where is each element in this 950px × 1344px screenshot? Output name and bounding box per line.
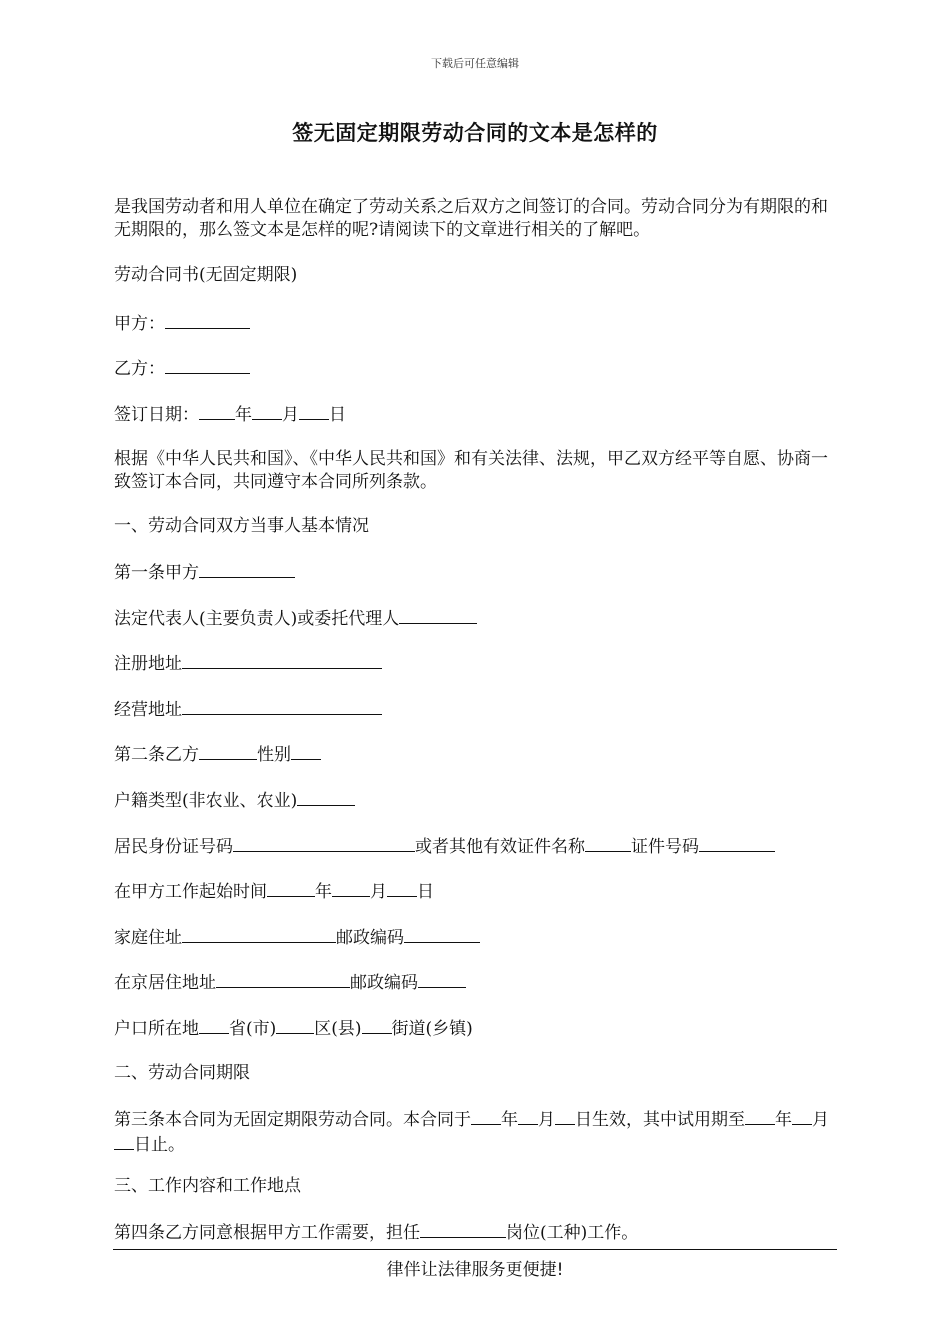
paragraph-text: 甲方： <box>114 314 165 334</box>
fill-in-blank <box>332 879 370 897</box>
paragraph <box>114 697 834 722</box>
paragraph-text: 年 <box>315 882 332 902</box>
fill-in-blank <box>518 1107 538 1125</box>
fill-in-blank <box>387 879 417 897</box>
paragraph <box>114 264 834 287</box>
paragraph-text: 月 <box>282 405 299 425</box>
paragraph <box>114 1062 834 1085</box>
fill-in-blank <box>199 1016 229 1034</box>
fill-in-blank <box>199 402 235 420</box>
paragraph-text: 户籍类型(非农业、农业) <box>114 791 298 811</box>
paragraph <box>114 970 834 995</box>
paragraph-text: 第三条本合同为无固定期限劳动合同。本合同于 <box>114 1110 471 1130</box>
fill-in-blank <box>555 1107 575 1125</box>
fill-in-blank <box>362 1016 392 1034</box>
footer-divider <box>113 1249 837 1250</box>
paragraph-text: 居民身份证号码 <box>114 837 233 857</box>
fill-in-blank <box>267 879 315 897</box>
fill-in-blank <box>233 834 415 852</box>
paragraph <box>114 196 834 242</box>
paragraph-text: 户口所在地 <box>114 1019 199 1039</box>
paragraph-text: 二、劳动合同期限 <box>114 1063 250 1083</box>
paragraph <box>114 742 834 767</box>
paragraph <box>114 1016 834 1041</box>
paragraph-text: 注册地址 <box>114 654 182 674</box>
paragraph <box>114 311 834 336</box>
fill-in-blank <box>792 1107 812 1125</box>
paragraph-text: 第二条乙方 <box>114 745 199 765</box>
paragraph-text: 法定代表人(主要负责人)或委托代理人 <box>114 609 400 629</box>
header-note: 下载后可任意编辑 <box>431 57 519 70</box>
paragraph <box>114 651 834 676</box>
paragraph-text: 邮政编码 <box>350 973 418 993</box>
fill-in-blank <box>182 925 336 943</box>
paragraph-text: 在京居住地址 <box>114 973 216 993</box>
paragraph <box>114 515 834 538</box>
paragraph-text: 日止。 <box>134 1135 185 1155</box>
paragraph-text: 区(县) <box>314 1019 362 1039</box>
paragraph <box>114 1220 834 1245</box>
paragraph <box>114 788 834 813</box>
paragraph-text: 第四条乙方同意根据甲方工作需要，担任 <box>114 1223 420 1243</box>
paragraph <box>114 402 834 427</box>
fill-in-blank <box>252 402 282 420</box>
fill-in-blank <box>114 1132 134 1150</box>
paragraph-text: 性别 <box>257 745 291 765</box>
fill-in-blank <box>276 1016 314 1034</box>
fill-in-blank <box>299 402 329 420</box>
paragraph <box>114 560 834 585</box>
paragraph <box>114 879 834 904</box>
paragraph-text: 在甲方工作起始时间 <box>114 882 267 902</box>
paragraph-text: 签订日期： <box>114 405 199 425</box>
footer-slogan: 律伴让法律服务更便捷! <box>386 1260 564 1280</box>
paragraph-text: 日 <box>417 882 434 902</box>
paragraph-text: 日生效，其中试用期至 <box>575 1110 745 1130</box>
paragraph-text: 省(市) <box>229 1019 277 1039</box>
paragraph-text: 月 <box>812 1110 829 1130</box>
fill-in-blank <box>404 925 480 943</box>
paragraph <box>114 356 834 381</box>
fill-in-blank <box>182 651 382 669</box>
fill-in-blank <box>399 606 477 624</box>
paragraph-text: 岗位(工种)工作。 <box>506 1223 639 1243</box>
fill-in-blank <box>585 834 631 852</box>
paragraph-text: 邮政编码 <box>336 928 404 948</box>
fill-in-blank <box>199 742 257 760</box>
fill-in-blank <box>165 356 250 374</box>
paragraph <box>114 1175 834 1198</box>
fill-in-blank <box>165 311 250 329</box>
fill-in-blank <box>699 834 775 852</box>
paragraph-text: 乙方： <box>114 359 165 379</box>
fill-in-blank <box>471 1107 501 1125</box>
paragraph <box>114 925 834 950</box>
paragraph-text: 证件号码 <box>631 837 699 857</box>
fill-in-blank <box>182 697 382 715</box>
paragraph-text: 月 <box>538 1110 555 1130</box>
paragraph-text: 年 <box>775 1110 792 1130</box>
fill-in-blank <box>216 970 350 988</box>
paragraph-text: 街道(乡镇) <box>391 1019 473 1039</box>
paragraph <box>114 1107 834 1157</box>
paragraph-text: 或者其他有效证件名称 <box>415 837 585 857</box>
fill-in-blank <box>420 1220 506 1238</box>
paragraph <box>114 448 834 494</box>
paragraph <box>114 606 834 631</box>
paragraph-text: 家庭住址 <box>114 928 182 948</box>
document-title: 签无固定期限劳动合同的文本是怎样的 <box>292 121 658 145</box>
paragraph-text: 劳动合同书(无固定期限) <box>114 265 298 285</box>
paragraph-text: 年 <box>235 405 252 425</box>
fill-in-blank <box>297 788 355 806</box>
paragraph-text: 三、工作内容和工作地点 <box>114 1176 301 1196</box>
fill-in-blank <box>418 970 466 988</box>
paragraph-text: 根据《中华人民共和国》、《中华人民共和国》和有关法律、法规，甲乙双方经平等自愿、协商一致签订本合同，共同遵守本合同所列条款。 <box>114 449 828 492</box>
paragraph-text: 年 <box>501 1110 518 1130</box>
paragraph-text: 月 <box>370 882 387 902</box>
paragraph-text: 第一条甲方 <box>114 563 199 583</box>
paragraph-text: 是我国劳动者和用人单位在确定了劳动关系之后双方之间签订的合同。劳动合同分为有期限的和无期限的，那么签文本是怎样的呢?请阅读下的文章进行相关的了解吧。 <box>114 197 828 240</box>
fill-in-blank <box>745 1107 775 1125</box>
paragraph <box>114 834 834 859</box>
fill-in-blank <box>199 560 295 578</box>
paragraph-text: 日 <box>329 405 346 425</box>
paragraph-text: 经营地址 <box>114 700 182 720</box>
fill-in-blank <box>291 742 321 760</box>
paragraph-text: 一、劳动合同双方当事人基本情况 <box>114 516 369 536</box>
